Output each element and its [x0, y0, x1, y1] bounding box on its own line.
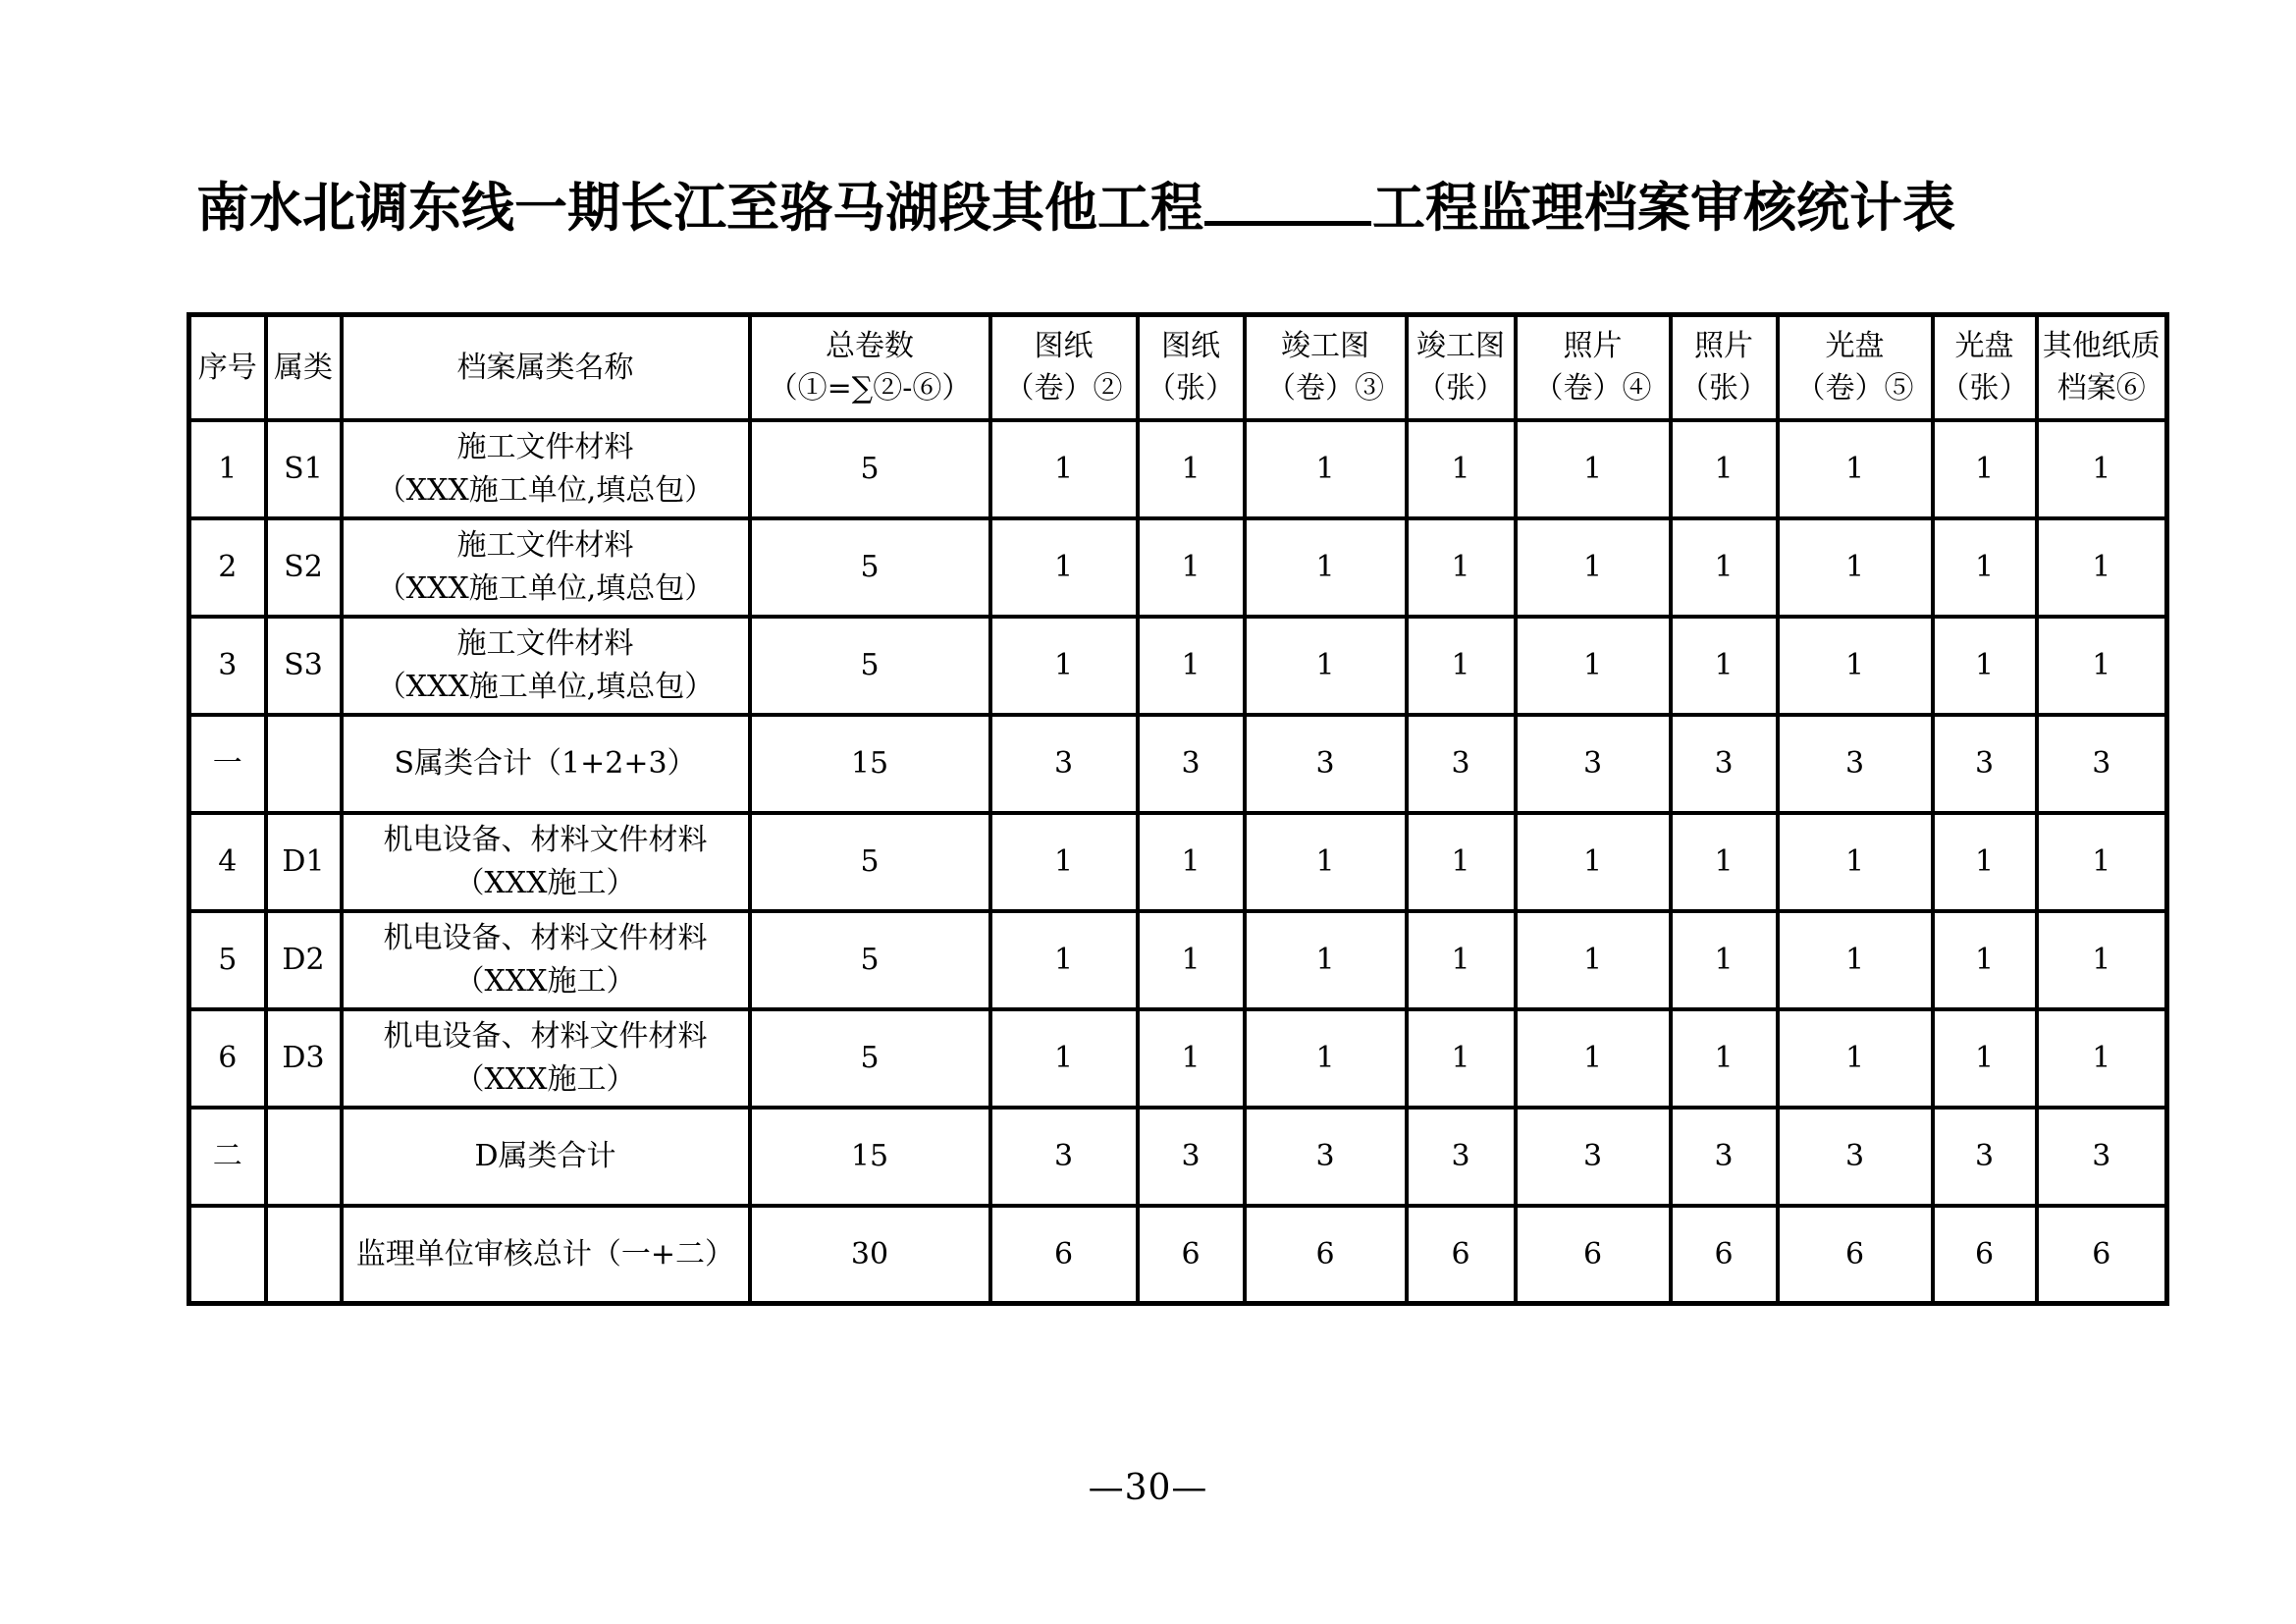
table-row-8 [189, 1108, 2167, 1206]
value-cell: 3 [1778, 715, 1933, 813]
column-header-9 [1516, 315, 1671, 420]
value-cell: 1 [990, 518, 1138, 617]
seq-cell: 二 [189, 1108, 266, 1206]
value-cell: 1 [1138, 420, 1245, 518]
value-cell: 1 [1245, 617, 1407, 715]
value-cell: 6 [1671, 1206, 1778, 1304]
value-cell: 1 [1516, 518, 1671, 617]
value-cell: 1 [1138, 617, 1245, 715]
value-cell: 3 [1933, 1108, 2037, 1206]
value-cell: 6 [1407, 1206, 1516, 1304]
column-header-8 [1407, 315, 1516, 420]
value-cell: 1 [2037, 1009, 2167, 1108]
value-cell: 1 [1516, 617, 1671, 715]
value-cell: 1 [1245, 518, 1407, 617]
value-cell: 6 [1138, 1206, 1245, 1304]
column-header-5 [990, 315, 1138, 420]
value-cell: 3 [1245, 1108, 1407, 1206]
column-header-line: 照片 [1694, 328, 1753, 363]
column-header-line: 图纸 [1161, 328, 1220, 363]
archive-name-line: 施工文件材料 [456, 626, 634, 661]
column-header-line: （卷）⑤ [1795, 371, 1914, 406]
value-cell: 1 [1138, 813, 1245, 911]
column-header-10 [1671, 315, 1778, 420]
value-cell: 1 [1671, 617, 1778, 715]
value-cell: 1 [2037, 518, 2167, 617]
table-row-6 [189, 911, 2167, 1009]
table-row-1 [189, 420, 2167, 518]
column-header-6 [1138, 315, 1245, 420]
archive-name-line: （XXX施工） [454, 1061, 636, 1097]
value-cell: 5 [750, 518, 990, 617]
value-cell: 3 [1407, 1108, 1516, 1206]
column-header-4 [750, 315, 990, 420]
value-cell: 1 [1407, 518, 1516, 617]
title-prefix: 南水北调东线一期长江至骆马湖段其他工程 [196, 176, 1203, 239]
value-cell: 1 [1516, 911, 1671, 1009]
value-cell: 3 [1138, 1108, 1245, 1206]
archive-name-line: 监理单位审核总计（一+二） [355, 1236, 735, 1272]
category-cell [266, 715, 342, 813]
archive-name-line: （XXX施工单位,填总包） [376, 669, 715, 704]
seq-cell: 2 [189, 518, 266, 617]
archive-name-cell [342, 1206, 750, 1304]
column-header-line: （①=∑②-⑥） [768, 371, 972, 406]
archive-name-cell [342, 420, 750, 518]
value-cell: 6 [1516, 1206, 1671, 1304]
value-cell: 1 [1933, 911, 2037, 1009]
value-cell: 1 [1516, 420, 1671, 518]
archive-name-cell [342, 1009, 750, 1108]
title-suffix: 工程监理档案审核统计表 [1372, 176, 1955, 239]
column-header-line: 竣工图 [1416, 328, 1505, 363]
value-cell: 6 [1933, 1206, 2037, 1304]
archive-name-cell [342, 617, 750, 715]
archive-name-cell [342, 813, 750, 911]
page-title [196, 176, 1955, 239]
category-cell: D1 [266, 813, 342, 911]
table-row-2 [189, 518, 2167, 617]
archive-review-table [187, 312, 2169, 1306]
category-cell: D3 [266, 1009, 342, 1108]
value-cell: 3 [990, 715, 1138, 813]
value-cell: 1 [1407, 1009, 1516, 1108]
table-row-4 [189, 715, 2167, 813]
value-cell: 30 [750, 1206, 990, 1304]
archive-name-line: 机电设备、材料文件材料 [383, 921, 708, 955]
archive-name-line: 机电设备、材料文件材料 [383, 823, 708, 857]
column-header-line: （张） [1416, 371, 1505, 406]
value-cell: 1 [1778, 1009, 1933, 1108]
value-cell: 5 [750, 813, 990, 911]
value-cell: 1 [1407, 617, 1516, 715]
page-number: —30— [1088, 1468, 1208, 1508]
value-cell: 1 [1245, 813, 1407, 911]
table-header-row [189, 315, 2167, 420]
value-cell: 1 [2037, 420, 2167, 518]
value-cell: 6 [990, 1206, 1138, 1304]
column-header-line: 图纸 [1034, 328, 1094, 363]
title-blank-underline [1204, 220, 1371, 226]
value-cell: 1 [990, 911, 1138, 1009]
archive-name-line: D属类合计 [474, 1138, 616, 1173]
value-cell: 1 [1671, 1009, 1778, 1108]
column-header-line: （张） [1147, 371, 1235, 406]
value-cell: 1 [1407, 420, 1516, 518]
category-cell: D2 [266, 911, 342, 1009]
value-cell: 1 [1671, 518, 1778, 617]
column-header-line: 属类 [274, 350, 333, 385]
column-header-line: （卷）② [1004, 371, 1123, 406]
value-cell: 1 [1933, 617, 2037, 715]
value-cell: 3 [1933, 715, 2037, 813]
category-cell: S2 [266, 518, 342, 617]
value-cell: 6 [1778, 1206, 1933, 1304]
column-header-line: 档案属类名称 [456, 350, 634, 385]
table-row-7 [189, 1009, 2167, 1108]
value-cell: 1 [990, 1009, 1138, 1108]
value-cell: 15 [750, 715, 990, 813]
column-header-line: 档案⑥ [2056, 371, 2146, 406]
value-cell: 1 [1933, 518, 2037, 617]
value-cell: 3 [1138, 715, 1245, 813]
value-cell: 1 [1778, 420, 1933, 518]
value-cell: 1 [1138, 518, 1245, 617]
column-header-line: 竣工图 [1281, 328, 1369, 363]
value-cell: 3 [2037, 715, 2167, 813]
column-header-line: （卷）④ [1533, 371, 1652, 406]
value-cell: 1 [1933, 1009, 2037, 1108]
value-cell: 5 [750, 617, 990, 715]
archive-name-line: 施工文件材料 [456, 528, 634, 563]
value-cell: 1 [1516, 1009, 1671, 1108]
value-cell: 1 [1138, 911, 1245, 1009]
value-cell: 3 [1778, 1108, 1933, 1206]
value-cell: 1 [1778, 617, 1933, 715]
column-header-line: 光盘 [1825, 328, 1885, 363]
table-body [189, 420, 2167, 1304]
seq-cell: 一 [189, 715, 266, 813]
table-row-3 [189, 617, 2167, 715]
value-cell: 6 [1245, 1206, 1407, 1304]
column-header-line: （卷）③ [1266, 371, 1384, 406]
seq-cell [189, 1206, 266, 1304]
value-cell: 5 [750, 420, 990, 518]
archive-name-line: 施工文件材料 [456, 430, 634, 464]
category-cell [266, 1206, 342, 1304]
value-cell: 1 [1778, 518, 1933, 617]
value-cell: 3 [1407, 715, 1516, 813]
value-cell: 3 [2037, 1108, 2167, 1206]
seq-cell: 1 [189, 420, 266, 518]
seq-cell: 6 [189, 1009, 266, 1108]
column-header-1 [189, 315, 266, 420]
archive-name-line: （XXX施工单位,填总包） [376, 472, 715, 508]
value-cell: 1 [1138, 1009, 1245, 1108]
seq-cell: 5 [189, 911, 266, 1009]
value-cell: 1 [2037, 617, 2167, 715]
value-cell: 5 [750, 1009, 990, 1108]
column-header-12 [1933, 315, 2037, 420]
archive-name-cell [342, 518, 750, 617]
archive-name-cell [342, 715, 750, 813]
category-cell: S1 [266, 420, 342, 518]
value-cell: 1 [1671, 911, 1778, 1009]
category-cell: S3 [266, 617, 342, 715]
value-cell: 1 [1933, 813, 2037, 911]
value-cell: 6 [2037, 1206, 2167, 1304]
column-header-2 [266, 315, 342, 420]
value-cell: 3 [1671, 1108, 1778, 1206]
value-cell: 1 [1778, 911, 1933, 1009]
value-cell: 15 [750, 1108, 990, 1206]
value-cell: 1 [990, 420, 1138, 518]
column-header-line: 光盘 [1954, 328, 2014, 363]
value-cell: 3 [990, 1108, 1138, 1206]
value-cell: 3 [1516, 1108, 1671, 1206]
column-header-line: 序号 [197, 350, 257, 385]
column-header-7 [1245, 315, 1407, 420]
column-header-11 [1778, 315, 1933, 420]
column-header-line: 照片 [1563, 328, 1623, 363]
seq-cell: 4 [189, 813, 266, 911]
archive-name-line: （XXX施工） [454, 963, 636, 999]
value-cell: 1 [1245, 911, 1407, 1009]
column-header-13 [2037, 315, 2167, 420]
column-header-3 [342, 315, 750, 420]
value-cell: 1 [1933, 420, 2037, 518]
value-cell: 1 [990, 813, 1138, 911]
table-row-9 [189, 1206, 2167, 1304]
table-row-5 [189, 813, 2167, 911]
archive-name-line: S属类合计（1+2+3） [394, 745, 697, 781]
column-header-line: （张） [1680, 371, 1768, 406]
archive-name-line: （XXX施工） [454, 865, 636, 900]
value-cell: 1 [1516, 813, 1671, 911]
value-cell: 5 [750, 911, 990, 1009]
value-cell: 1 [1671, 420, 1778, 518]
seq-cell: 3 [189, 617, 266, 715]
column-header-line: 总卷数 [826, 328, 914, 363]
column-header-line: 其他纸质 [2042, 328, 2161, 363]
archive-name-line: 机电设备、材料文件材料 [383, 1019, 708, 1054]
value-cell: 3 [1671, 715, 1778, 813]
archive-name-cell [342, 1108, 750, 1206]
value-cell: 1 [990, 617, 1138, 715]
category-cell [266, 1108, 342, 1206]
value-cell: 3 [1245, 715, 1407, 813]
archive-name-line: （XXX施工单位,填总包） [376, 570, 715, 606]
column-header-line: （张） [1940, 371, 2029, 406]
value-cell: 1 [1778, 813, 1933, 911]
archive-name-cell [342, 911, 750, 1009]
value-cell: 1 [2037, 813, 2167, 911]
value-cell: 3 [1516, 715, 1671, 813]
value-cell: 1 [1407, 911, 1516, 1009]
value-cell: 1 [1671, 813, 1778, 911]
value-cell: 1 [1245, 420, 1407, 518]
value-cell: 1 [1407, 813, 1516, 911]
value-cell: 1 [2037, 911, 2167, 1009]
value-cell: 1 [1245, 1009, 1407, 1108]
table-header [189, 315, 2167, 420]
